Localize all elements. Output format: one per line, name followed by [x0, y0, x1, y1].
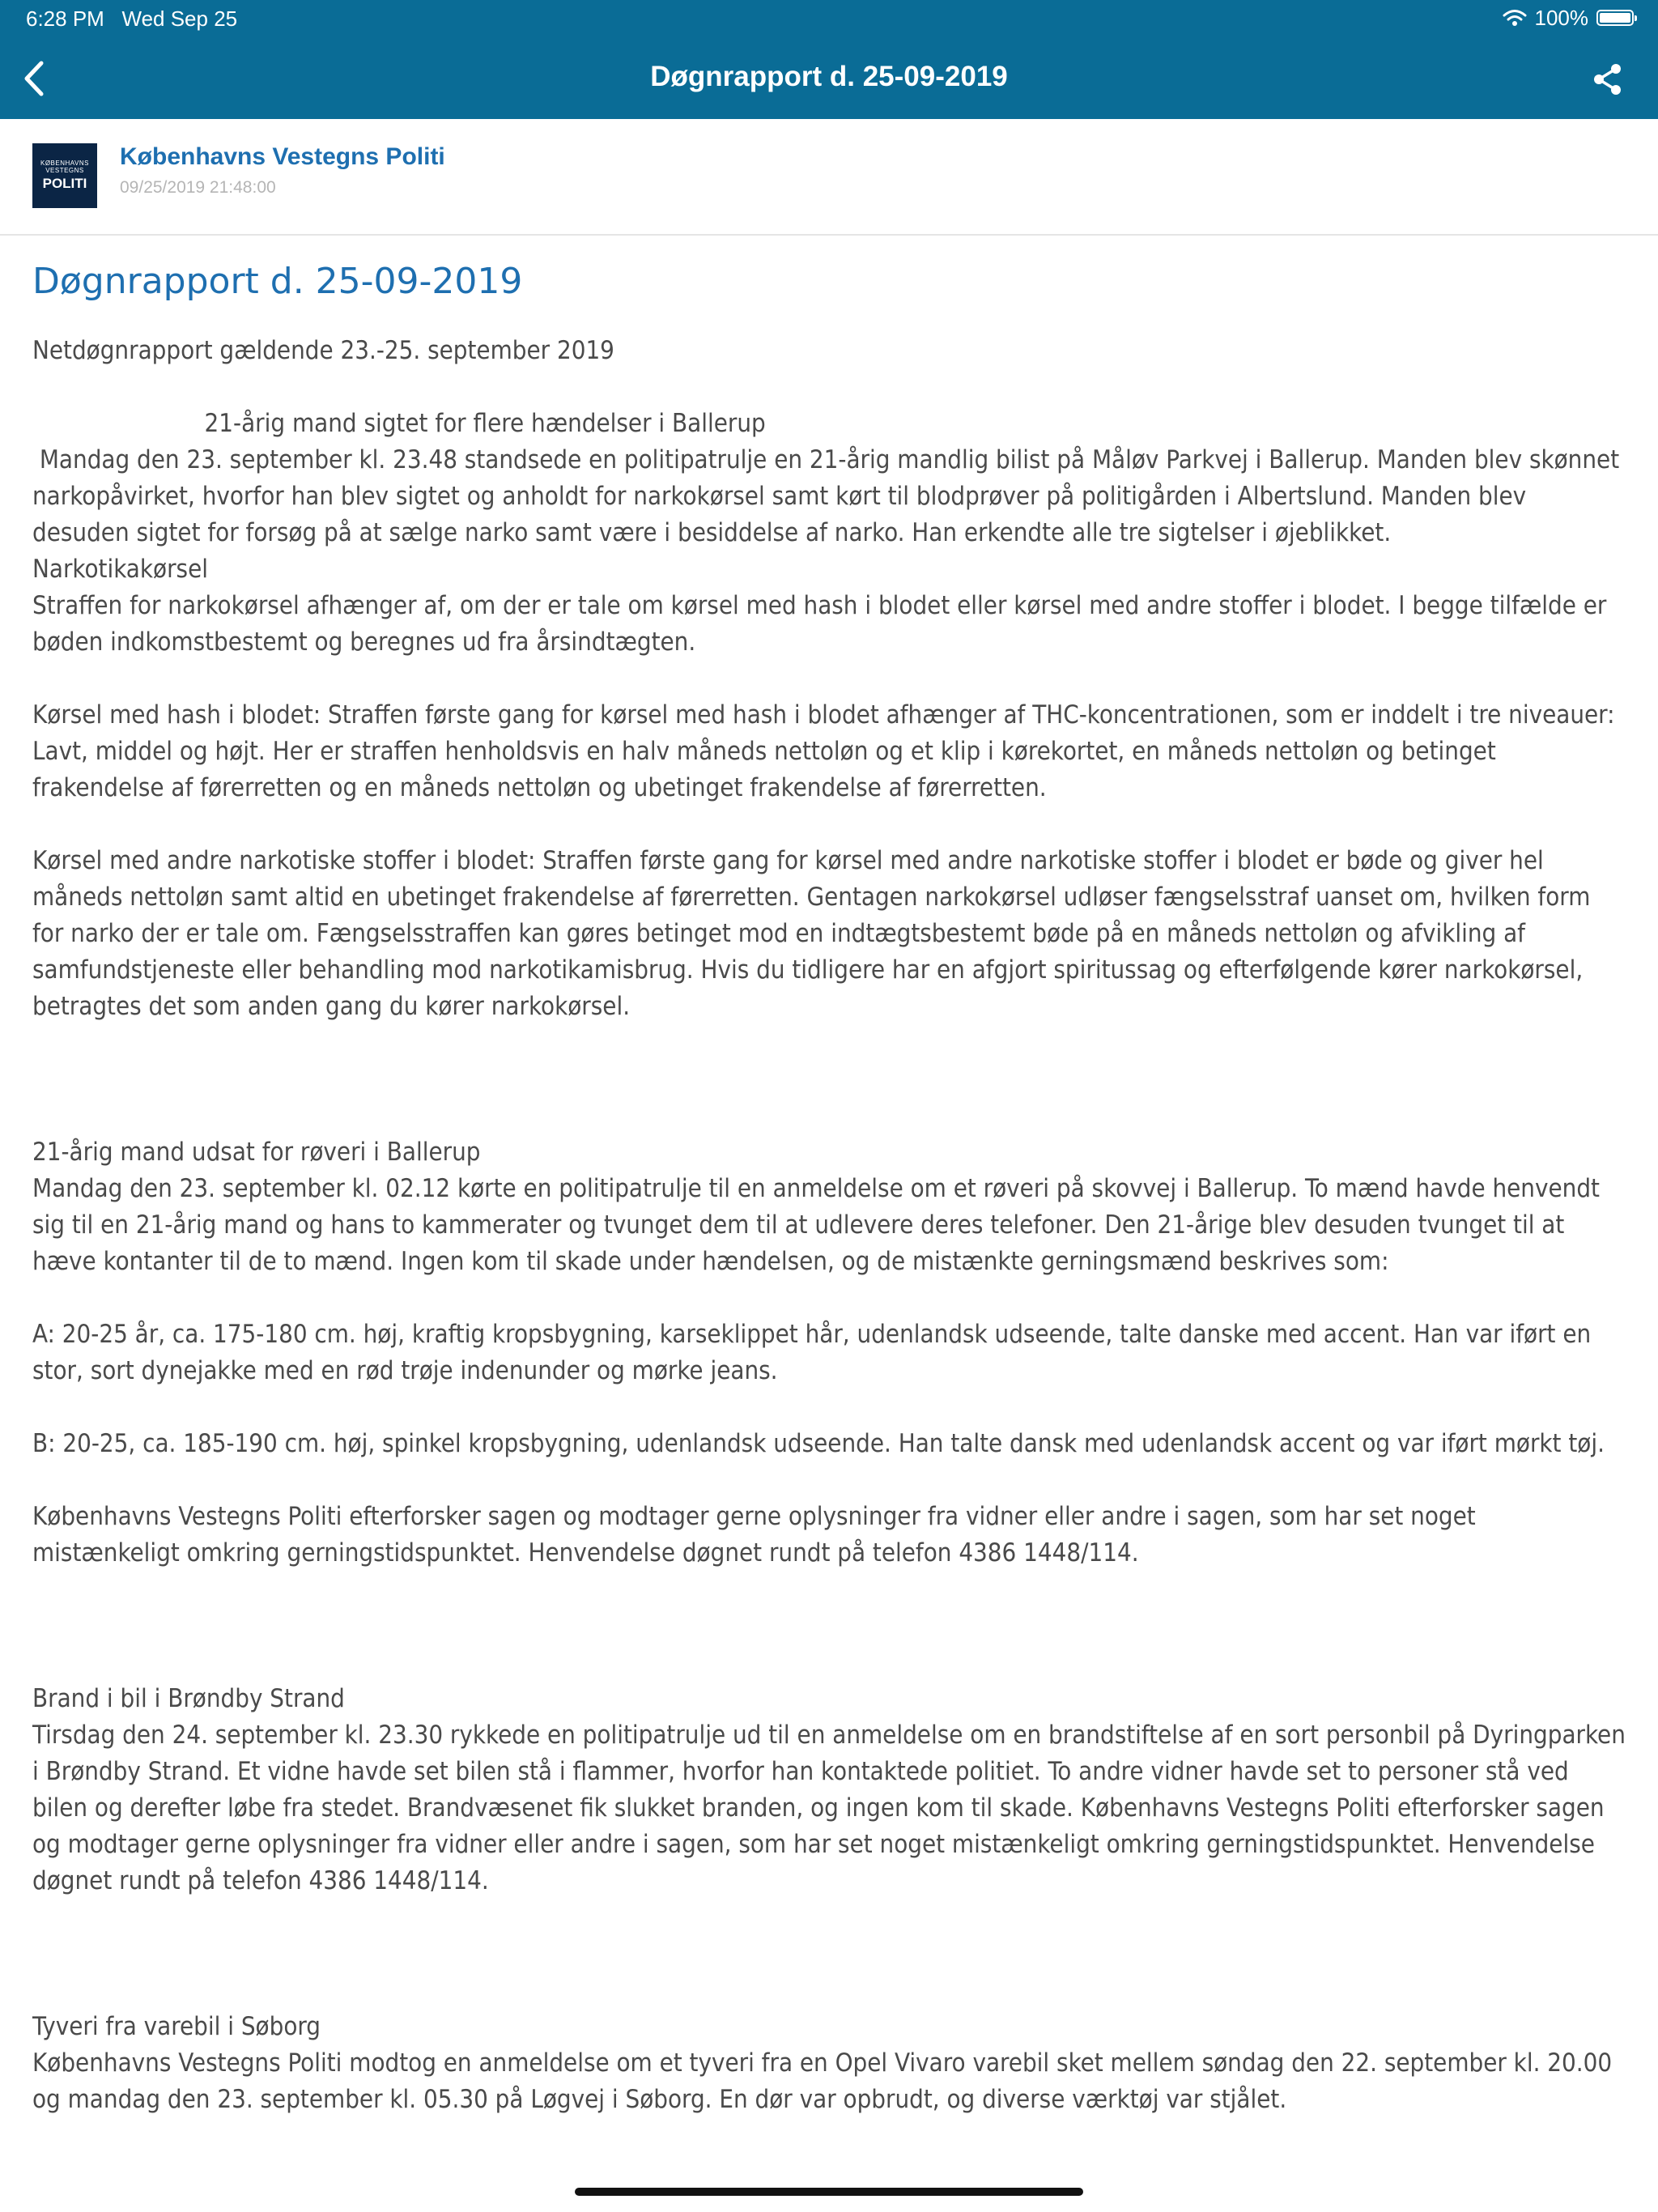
article-paragraph: [32, 1572, 1627, 1608]
article-paragraph: Straffen for narkokørsel afhænger af, om der er tale om kørsel med hash i blodet eller kørsel med andre stoffer i blodet. I begge tilfælde er bøden indkomstbestemt og beregnes ud fra årsindtægten.: [32, 591, 1614, 657]
battery-percent: 100%: [1534, 5, 1588, 30]
article-paragraph: [32, 1972, 1627, 2009]
article-paragraph: [32, 369, 1627, 406]
wifi-icon: [1503, 9, 1527, 27]
chevron-left-icon: [22, 60, 46, 97]
battery-icon: [1596, 10, 1634, 26]
article-paragraph: 21-årig mand sigtet for flere hændelser i Ballerup: [32, 409, 766, 438]
status-time: [26, 6, 237, 31]
logo-line-2: VESTEGNS: [45, 167, 84, 174]
status-clock: 6:28 PM: [26, 6, 104, 31]
article-paragraph: [32, 1061, 1627, 1098]
article-paragraph: Mandag den 23. september kl. 23.48 standsede en politipatrulje en 21-årig mandlig bilist på Måløv Parkvej i Ballerup. Manden blev skønnet narkopåvirket, hvorfor han blev sigtet og anholdt for narkokørsel samt kørt til blodprøver på politigården i Albertslund. Manden blev desuden sigtet for forsøg på at sælge narko samt være i besiddelse af narko. Han erkendte alle tre sigtelser i øjeblikket.: [32, 445, 1626, 547]
article-paragraph: [32, 1899, 1627, 1936]
logo-line-1: KØBENHAVNS: [40, 160, 89, 167]
article-paragraph: 21-årig mand udsat for røveri i Ballerup: [32, 1138, 481, 1167]
article-paragraph: [32, 1644, 1627, 1681]
article-paragraph: [32, 1025, 1627, 1061]
post-date: 09/25/2019 21:48:00: [120, 178, 276, 197]
article-paragraph: A: 20-25 år, ca. 175-180 cm. høj, kraftig kropsbygning, karseklippet hår, udenlandsk udseende, talte danske med accent. Han var iført en stor, sort dynejakke med en rød trøje indenunder og mørke jeans.: [32, 1320, 1599, 1385]
article-paragraph: B: 20-25, ca. 185-190 cm. høj, spinkel kropsbygning, udenlandsk udseende. Han talte dansk med udenlandsk accent og var iført mørkt tøj.: [32, 1429, 1605, 1458]
article-title: Døgnrapport d. 25-09-2019: [32, 261, 523, 302]
article-paragraph: Brand i bil i Brøndby Strand: [32, 1684, 345, 1713]
home-indicator[interactable]: [575, 2188, 1083, 2196]
article-paragraph: Netdøgnrapport gældende 23.-25. september 2019: [32, 336, 614, 365]
article-paragraph: [32, 806, 1627, 843]
article-paragraph: Tirsdag den 24. september kl. 23.30 rykkede en politipatrulje ud til en anmeldelse om en brandstiftelse af en sort personbil på Dyringparken i Brøndby Strand. Et vidne havde set bilen stå i flammer, hvorfor han kontaktede politiet. To andre vidner havde set to personer stå ved bilen og derefter løbe fra stedet. Brandvæsenet fik slukket branden, og ingen kom til skade. Københavns Vestegns Politi efterforsker sagen og modtager gerne oplysninger fra vidner eller andre i sagen, som har set noget mistænkeligt omkring gerningstidspunktet. Henvendelse døgnet rundt på telefon 4386 1448/114.: [32, 1721, 1633, 1895]
share-icon: [1592, 62, 1624, 97]
status-indicators: [1503, 5, 1635, 31]
article-paragraph: [32, 1936, 1627, 1972]
article-paragraph: [32, 1462, 1627, 1499]
article-paragraph: [32, 1608, 1627, 1644]
author-header: [0, 119, 1658, 236]
article-body: [32, 333, 1633, 2118]
police-logo: [32, 143, 97, 208]
article-paragraph: [32, 1280, 1627, 1317]
navigation-bar: [0, 0, 1658, 119]
status-date: Wed Sep 25: [121, 6, 238, 31]
article-paragraph: Kørsel med andre narkotiske stoffer i blodet: Straffen første gang for kørsel med andre narkotiske stoffer i blodet er bøde og giver hel måneds nettoløn samt altid en ubetinget frakendelse af førerretten. Gentagen narkokørsel udløser fængselsstraf uanset om, hvilken form for narko der er tale om. Fængselsstraffen kan gøres betinget mod en indtægtsbestemt bøde på en måneds nettoløn og afvikling af samfundstjeneste eller behandling mod narkotikamisbrug. Hvis du tidligere har en afgjort spiritussag og efterfølgende kører narkokørsel, betragtes det som anden gang du kører narkokørsel.: [32, 846, 1598, 1021]
article-paragraph: Narkotikakørsel: [32, 555, 208, 584]
article-paragraph: Københavns Vestegns Politi modtog en anmeldelse om et tyveri fra en Opel Vivaro varebil sket mellem søndag den 22. september kl. 20.00 og mandag den 23. september kl. 05.30 på Løgvej i Søborg. En dør var opbrudt, og diverse værktøj var stjålet.: [32, 2048, 1619, 2114]
article-paragraph: Tyveri fra varebil i Søborg: [32, 2012, 321, 2041]
author-name[interactable]: Københavns Vestegns Politi: [120, 143, 445, 170]
share-button[interactable]: [1592, 62, 1624, 97]
back-button[interactable]: [18, 57, 50, 100]
article-paragraph: Mandag den 23. september kl. 02.12 kørte en politipatrulje til en anmeldelse om et røveri på skovvej i Ballerup. To mænd havde henvendt sig til en 21-årig mand og hans to kammerater og tvunget dem til at udlevere deres telefoner. Den 21-årige blev desuden tvunget til at hæve kontanter til de to mænd. Ingen kom til skade under hændelsen, og de mistænkte gerningsmænd beskrives som:: [32, 1174, 1607, 1276]
article-paragraph: [32, 661, 1627, 697]
article-paragraph: [32, 1098, 1627, 1134]
nav-title: Døgnrapport d. 25-09-2019: [650, 61, 1008, 92]
logo-line-3: POLITI: [42, 176, 87, 191]
article-paragraph: Københavns Vestegns Politi efterforsker sagen og modtager gerne oplysninger fra vidner eller andre i sagen, som har set noget mistænkeligt omkring gerningstidspunktet. Henvendelse døgnet rundt på telefon 4386 1448/114.: [32, 1502, 1483, 1568]
article-paragraph: [32, 1389, 1627, 1426]
article-paragraph: Kørsel med hash i blodet: Straffen første gang for kørsel med hash i blodet afhænger af THC-koncentrationen, som er inddelt i tre niveauer: Lavt, middel og højt. Her er straffen henholdsvis en halv måneds nettoløn og et klip i kørekortet, en måneds nettoløn og betinget frakendelse af førerretten og en måneds nettoløn og ubetinget frakendelse af førerretten.: [32, 700, 1622, 802]
